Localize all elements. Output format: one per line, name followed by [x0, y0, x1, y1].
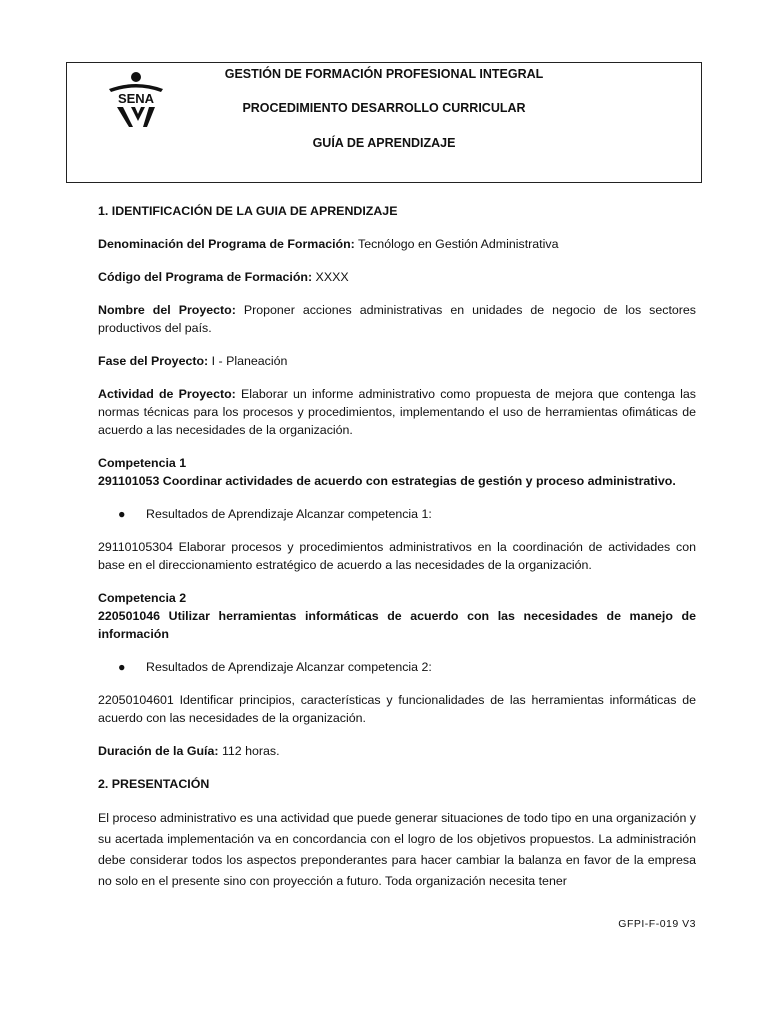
resultado-2: 22050104601 Identificar principios, características y funcionalidades de las herramientas informáticas de acuerdo con las necesidades de la organización. [98, 693, 696, 725]
bullet-resultados-1-text: Resultados de Aprendizaje Alcanzar competencia 1: [146, 507, 432, 521]
actividad-value: Elaborar un informe administrativo como propuesta de mejora que contenga las normas técnicas para los procesos y procedimientos, implementando el uso de herramientas ofimáticas de acuerdo a las necesidades de la organización. [98, 387, 696, 437]
competencia-1-title: Competencia 1 [98, 456, 187, 470]
codigo-label: Código del Programa de Formación: [98, 270, 313, 284]
fase-value: I - Planeación [211, 354, 288, 368]
svg-text:SENA: SENA [117, 91, 155, 106]
competencia-2-text: 220501046 Utilizar herramientas informáticas de acuerdo con las necesidades de manejo de información [98, 609, 696, 641]
header-title-1: GESTIÓN DE FORMACIÓN PROFESIONAL INTEGRAL [224, 67, 544, 81]
duracion-value: 112 horas. [218, 744, 280, 758]
header-title-2: PROCEDIMIENTO DESARROLLO CURRICULAR [242, 101, 526, 115]
competencia-1-text: 291101053 Coordinar actividades de acuerdo con estrategias de gestión y proceso administrativo. [98, 474, 676, 488]
bullet-dot-icon: ● [118, 507, 126, 521]
competencia-2-title: Competencia 2 [98, 591, 187, 605]
section-1-heading: 1. IDENTIFICACIÓN DE LA GUIA DE APRENDIZAJE [98, 204, 398, 218]
actividad-label: Actividad de Proyecto: [98, 387, 236, 401]
fase-label: Fase del Proyecto: [98, 354, 212, 368]
document-header [66, 62, 702, 183]
programa-label: Denominación del Programa de Formación: [98, 237, 355, 251]
duracion-label: Duración de la Guía: [98, 744, 219, 758]
programa-value: Tecnólogo en Gestión Administrativa [354, 237, 559, 251]
section-2-heading: 2. PRESENTACIÓN [98, 777, 210, 791]
fase-line [98, 352, 696, 370]
bullet-dot-icon: ● [118, 660, 126, 674]
duracion-line [98, 742, 696, 760]
bullet-resultados-1 [98, 505, 696, 523]
proyecto-label: Nombre del Proyecto: [98, 303, 236, 317]
presentacion-paragraph: El proceso administrativo es una actividad que puede generar situaciones de todo tipo en una organización y su acertada implementación va en concordancia con el logro de los objetivos propuestos. La administración debe considerar todos los aspectos preponderantes para hacer cambiar la balanza en favor de la empresa no solo en el presente sino con proyección a futuro. Toda organización necesita tener [98, 811, 696, 888]
codigo-line [98, 268, 696, 286]
document-body [98, 202, 696, 907]
form-code: GFPI-F-019 V3 [618, 918, 696, 930]
actividad-line [98, 385, 696, 439]
bullet-resultados-2 [98, 658, 696, 676]
resultado-1: 29110105304 Elaborar procesos y procedimientos administrativos en la coordinación de actividades con base en el direccionamiento estratégico de acuerdo a las necesidades de la organización. [98, 540, 696, 572]
proyecto-value: Proponer acciones administrativas en unidades de negocio de los sectores productivos del país. [98, 303, 696, 335]
codigo-value: XXXX [312, 270, 349, 284]
header-title-3: GUÍA DE APRENDIZAJE [312, 136, 456, 150]
programa-line [98, 235, 696, 253]
bullet-resultados-2-text: Resultados de Aprendizaje Alcanzar competencia 2: [146, 660, 432, 674]
proyecto-line [98, 301, 696, 337]
